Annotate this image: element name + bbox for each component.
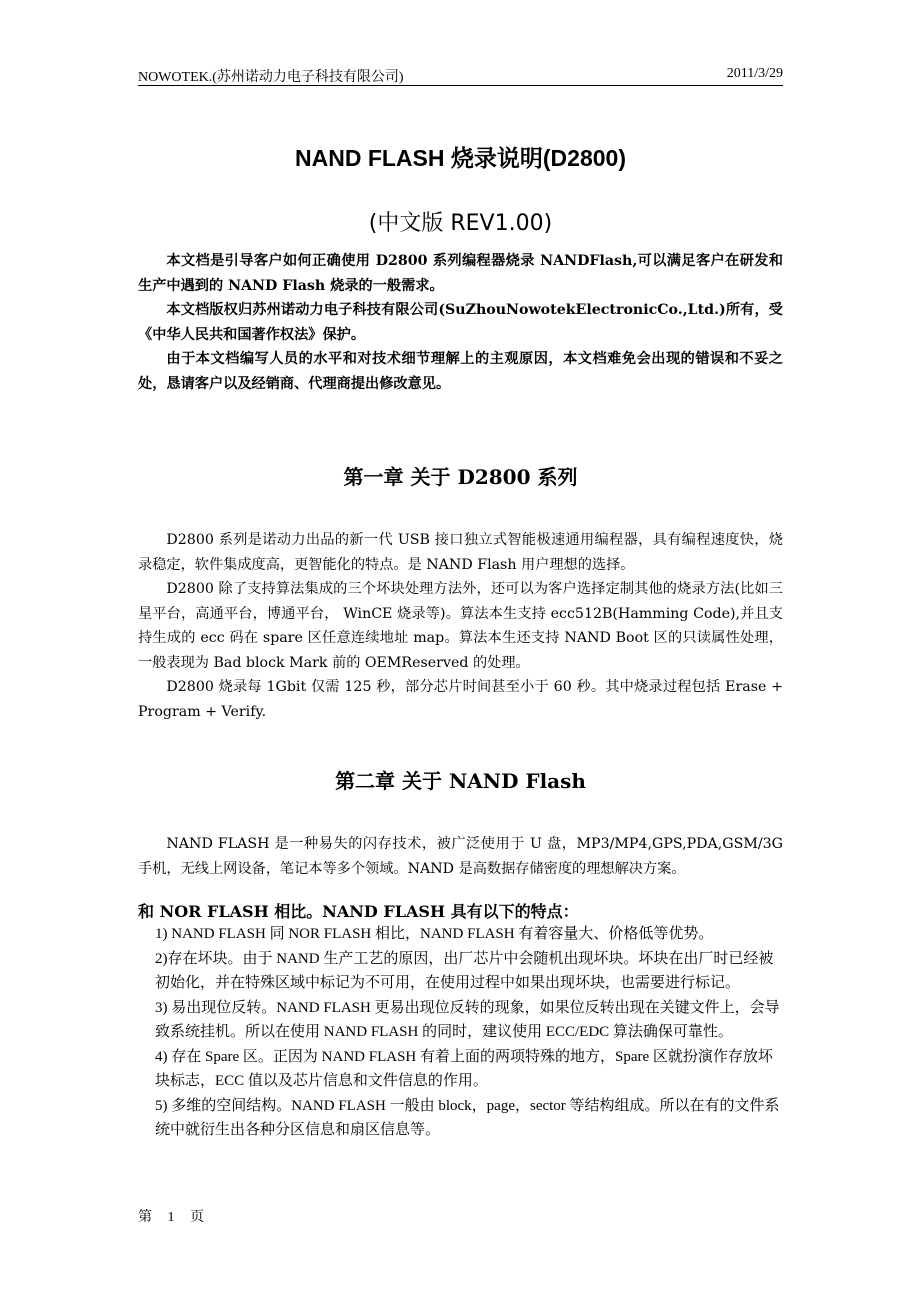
document-subtitle: (中文版 REV1.00) (368, 211, 553, 236)
feature-item: 1) NAND FLASH 同 NOR FLASH 相比，NAND FLASH 有着容量大、价格低等优势。 (155, 926, 714, 942)
chapter-1-paragraph: D2800 烧录每 1Gbit 仅需 125 秒，部分芯片时间甚至小于 60 秒。其中烧录过程包括 Erase + Program + Verify. (138, 679, 783, 720)
intro-paragraph: 本文档版权归苏州诺动力电子科技有限公司(SuZhouNowotekElectronicCo.,Ltd.)所有，受《中华人民共和国著作权法》保护。 (138, 302, 783, 343)
intro-section (138, 249, 783, 396)
feature-item: 5) 多维的空间结构。NAND FLASH 一般由 block，page，sector 等结构组成。所以在有的文件系统中就衍生出各种分区信息和扇区信息等。 (155, 1097, 780, 1138)
feature-item: 3) 易出现位反转。NAND FLASH 更易出现位反转的现象，如果位反转出现在关键文件上，会导致系统挂机。所以在使用 NAND FLASH 的同时，建议使用 ECC/EDC 算法确保可靠性。 (155, 999, 780, 1040)
feature-item: 4) 存在 Spare 区。正因为 NAND FLASH 有着上面的两项特殊的地方，Spare 区就扮演作存放坏块标志，ECC 值以及芯片信息和文件信息的作用。 (155, 1048, 773, 1089)
chapter-2-title: 第二章 关于 NAND Flash (335, 769, 586, 793)
header-date: 2011/3/29 (726, 66, 783, 81)
chapter-1-body (138, 528, 783, 724)
feature-item: 2)存在坏块。由于 NAND 生产工艺的原因，出厂芯片中会随机出现坏块。坏块在出厂时已经被初始化，并在特殊区域中标记为不可用，在使用过程中如果出现坏块，也需要进行标记。 (155, 950, 774, 991)
page-number: 第 1 页 (138, 1210, 204, 1225)
chapter-2-body (138, 832, 783, 881)
intro-paragraph: 本文档是引导客户如何正确使用 D2800 系列编程器烧录 NANDFlash,可以满足客户在研发和生产中遇到的 NAND Flash 烧录的一般需求。 (138, 253, 783, 294)
chapter-2-paragraph: NAND FLASH 是一种易失的闪存技术，被广泛使用于 U 盘，MP3/MP4,GPS,PDA,GSM/3G 手机，无线上网设备，笔记本等多个领域。NAND 是高数据存储密度的理想解决方案。 (138, 836, 783, 877)
intro-paragraph: 由于本文档编写人员的水平和对技术细节理解上的主观原因，本文档难免会出现的错误和不妥之处，恳请客户以及经销商、代理商提出修改意见。 (138, 351, 783, 392)
chapter-1-title: 第一章 关于 D2800 系列 (343, 465, 578, 489)
features-heading: 和 NOR FLASH 相比。NAND FLASH 具有以下的特点： (138, 902, 579, 921)
chapter-1-paragraph: D2800 除了支持算法集成的三个坏块处理方法外，还可以为客户选择定制其他的烧录方法(比如三星平台，高通平台，博通平台， WinCE 烧录等)。算法本生支持 ecc512B(Hamming Code),并且支持生成的 ecc 码在 spare 区任意连续地址 map。算法本生还支持 NAND Boot 区的只读属性处理，一般表现为 Bad block Mark 前的 OEMReserved 的处理。 (138, 581, 783, 671)
header-company: NOWOTEK.(苏州诺动力电子科技有限公司) (138, 70, 404, 85)
document-title: NAND FLASH 烧录说明(D2800) (295, 145, 626, 171)
chapter-1-paragraph: D2800 系列是诺动力出品的新一代 USB 接口独立式智能极速通用编程器，具有编程速度快，烧录稳定，软件集成度高，更智能化的特点。是 NAND Flash 用户理想的选择。 (138, 532, 783, 573)
features-list (155, 922, 785, 1143)
header-divider (138, 85, 783, 86)
